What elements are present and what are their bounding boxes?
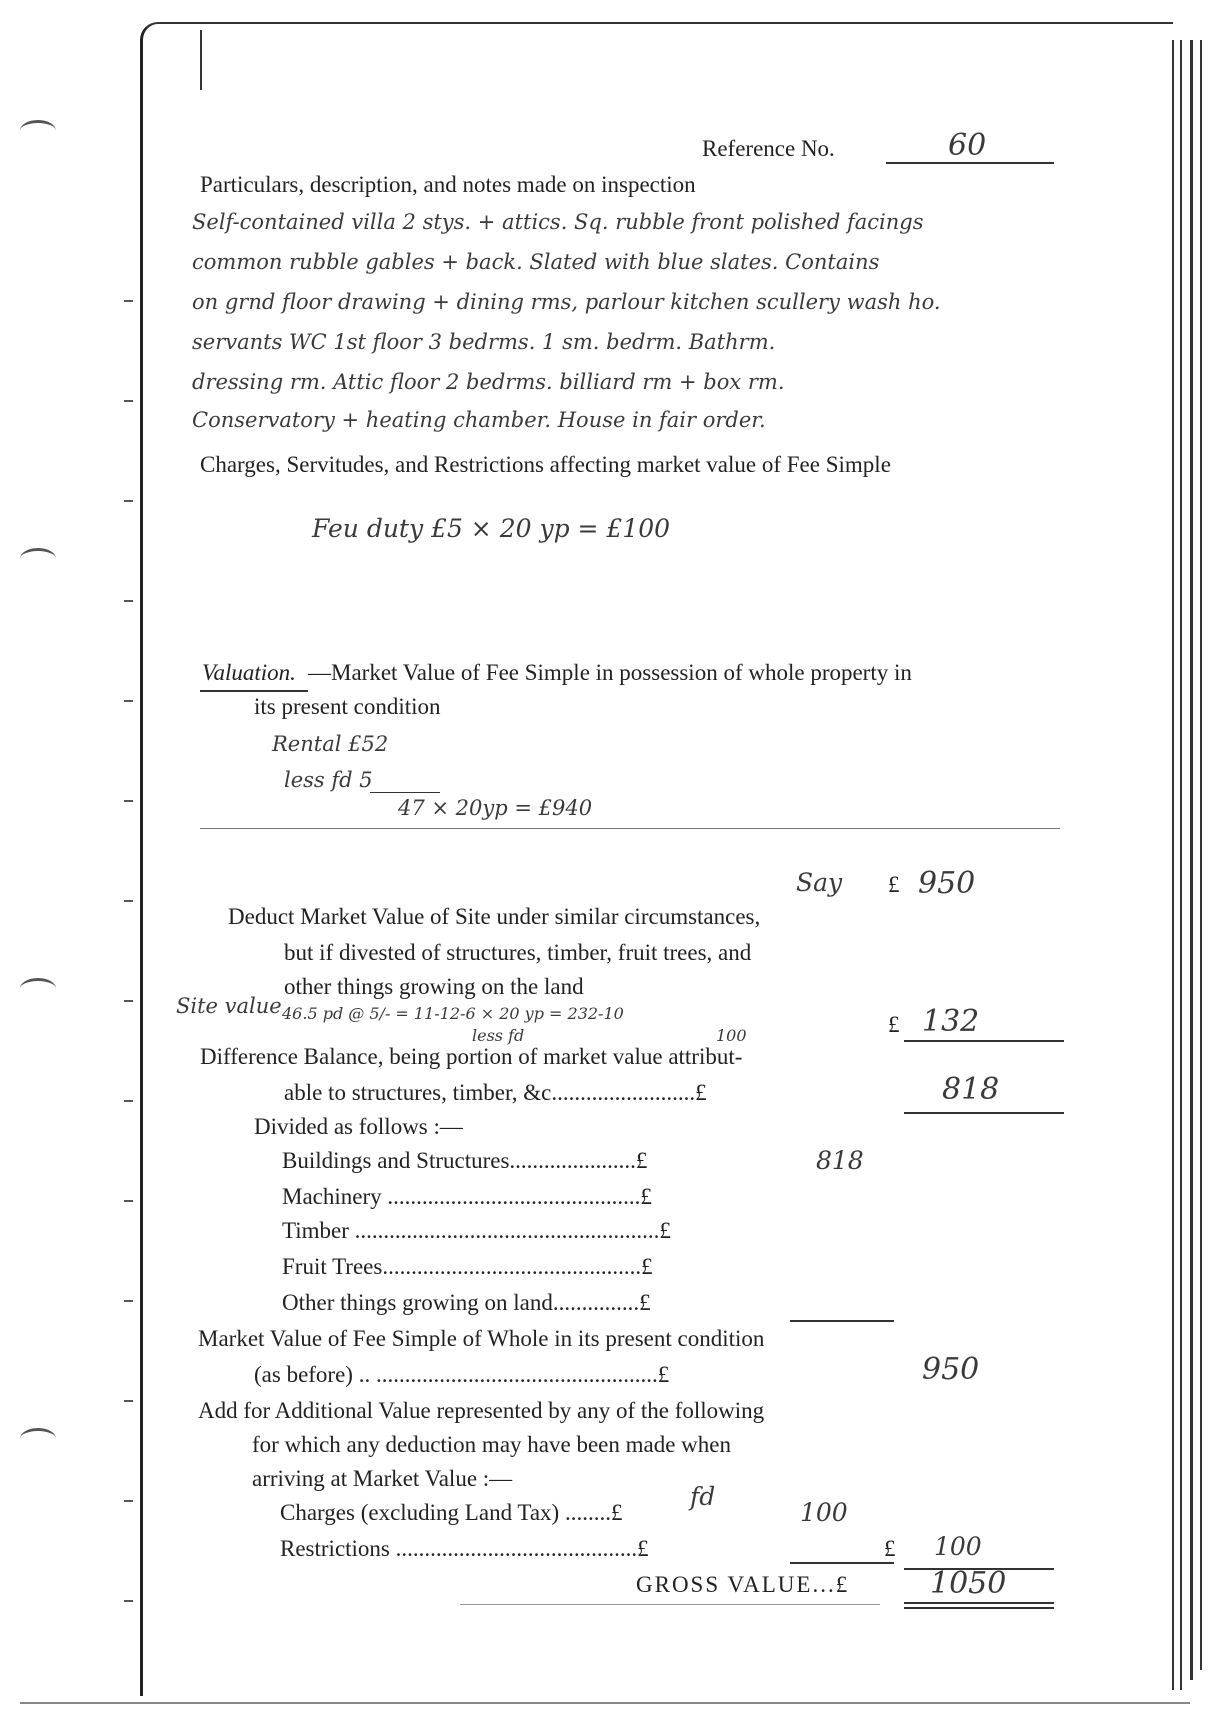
charges-excl-value: 100 (800, 1498, 848, 1527)
margin-tick (124, 900, 133, 902)
particulars-note-line: Self-contained villa 2 stys. + attics. Sq. rubble front polished facings (192, 210, 924, 234)
rental-line: Rental £52 (272, 732, 389, 756)
margin-tick (124, 1600, 133, 1602)
site-value-calc: 46.5 pd @ 5/- = 11-12-6 × 20 yp = 232-10 (282, 1004, 624, 1023)
market-whole-value: 950 (922, 1352, 980, 1387)
margin-tick (124, 1100, 133, 1102)
margin-tick (124, 1400, 133, 1402)
binder-hole (20, 1428, 56, 1449)
particulars-note-line: Conservatory + heating chamber. House in fair order. (192, 408, 766, 432)
charges-excl-label: Charges (excluding Land Tax) ........£ (280, 1500, 623, 1525)
corner-mark (200, 30, 202, 90)
page-edge (1200, 40, 1202, 1670)
difference-text: able to structures, timber, &c.........................£ (284, 1080, 707, 1105)
particulars-note-line: common rubble gables + back. Slated with blue slates. Contains (192, 250, 880, 274)
particulars-note-line: dressing rm. Attic floor 2 bedrms. billiard rm + box rm. (192, 370, 785, 394)
site-value-label: Site value (176, 994, 282, 1018)
market-whole-text: Market Value of Fee Simple of Whole in its present condition (198, 1326, 765, 1351)
reference-value: 60 (948, 128, 987, 163)
margin-tick (124, 1200, 133, 1202)
binder-hole (20, 978, 56, 999)
particulars-heading: Particulars, description, and notes made on inspection (200, 172, 696, 197)
add-text: arriving at Market Value :— (252, 1466, 513, 1491)
valuation-label: Valuation. (202, 660, 296, 685)
page-edge (1190, 40, 1193, 1680)
margin-tick (124, 600, 133, 602)
divided-item-other: Other things growing on land...............£ (282, 1290, 651, 1315)
gross-label: GROSS VALUE...£ (636, 1572, 850, 1597)
site-currency: £ (888, 1012, 900, 1037)
margin-tick (124, 500, 133, 502)
charges-excl-note: fd (690, 1482, 716, 1511)
deduct-text: Deduct Market Value of Site under similar circumstances, (228, 904, 761, 929)
rental-line: less fd 5 (284, 768, 373, 792)
charges-note: Feu duty £5 × 20 yp = £100 (312, 514, 671, 543)
particulars-note-line: on grnd floor drawing + dining rms, parlour kitchen scullery wash ho. (192, 290, 941, 314)
valuation-text: its present condition (254, 694, 441, 719)
add-text: for which any deduction may have been made when (252, 1432, 731, 1457)
gross-value: 1050 (930, 1566, 1007, 1601)
divided-item-timber: Timber .....................................................£ (282, 1218, 671, 1243)
margin-tick (124, 400, 133, 402)
market-whole-text: (as before) .. .................................................£ (254, 1362, 670, 1387)
page-edge (1180, 40, 1182, 1690)
add-text: Add for Additional Value represented by any of the following (198, 1398, 765, 1423)
restrictions-rule (790, 1562, 894, 1564)
page-edge (1172, 40, 1174, 1690)
margin-tick (124, 1000, 133, 1002)
margin-tick (124, 1500, 133, 1502)
difference-text: Difference Balance, being portion of market value attribut- (200, 1044, 743, 1069)
binder-hole (20, 548, 56, 569)
valuation-underline (200, 690, 308, 692)
particulars-note-line: servants WC 1st floor 3 bedrms. 1 sm. bedrm. Bathrm. (192, 330, 776, 354)
rental-subtract-rule (370, 792, 440, 793)
rental-line: 47 × 20yp = £940 (398, 796, 593, 820)
divided-item-fruit-trees: Fruit Trees.............................................£ (282, 1254, 653, 1279)
site-value: 132 (922, 1004, 980, 1039)
site-value-less-amount: 100 (716, 1026, 747, 1045)
say-value: 950 (918, 866, 976, 901)
page-bottom-edge (20, 1702, 1190, 1704)
gross-double-rule (904, 1602, 1054, 1604)
section-divider (200, 828, 1060, 829)
restrictions-label: Restrictions ..........................................£ (280, 1536, 649, 1561)
restrictions-currency: £ (884, 1536, 896, 1561)
margin-tick (124, 300, 133, 302)
gross-double-rule (904, 1607, 1054, 1609)
site-value-rule (904, 1040, 1064, 1042)
charges-heading: Charges, Servitudes, and Restrictions affecting market value of Fee Simple (200, 452, 891, 477)
say-label: Say (796, 868, 843, 897)
divided-heading: Divided as follows :— (254, 1114, 463, 1139)
divided-item-machinery: Machinery ............................................£ (282, 1184, 652, 1209)
reference-label: Reference No. (702, 136, 835, 161)
divided-item-buildings: Buildings and Structures......................£ (282, 1148, 648, 1173)
difference-value: 818 (942, 1072, 1000, 1107)
say-currency: £ (888, 872, 900, 897)
restrictions-value: 100 (934, 1532, 982, 1561)
site-value-less: less fd (472, 1026, 525, 1045)
binder-hole (20, 120, 56, 141)
divided-item-buildings-value: 818 (816, 1146, 864, 1175)
margin-tick (124, 800, 133, 802)
margin-tick (124, 700, 133, 702)
difference-rule (904, 1112, 1064, 1114)
valuation-text: —Market Value of Fee Simple in possession of whole property in (308, 660, 912, 685)
section-divider (460, 1604, 880, 1605)
deduct-text: other things growing on the land (284, 974, 584, 999)
margin-tick (124, 1300, 133, 1302)
divided-subtotal-rule (790, 1320, 894, 1322)
deduct-text: but if divested of structures, timber, fruit trees, and (284, 940, 752, 965)
